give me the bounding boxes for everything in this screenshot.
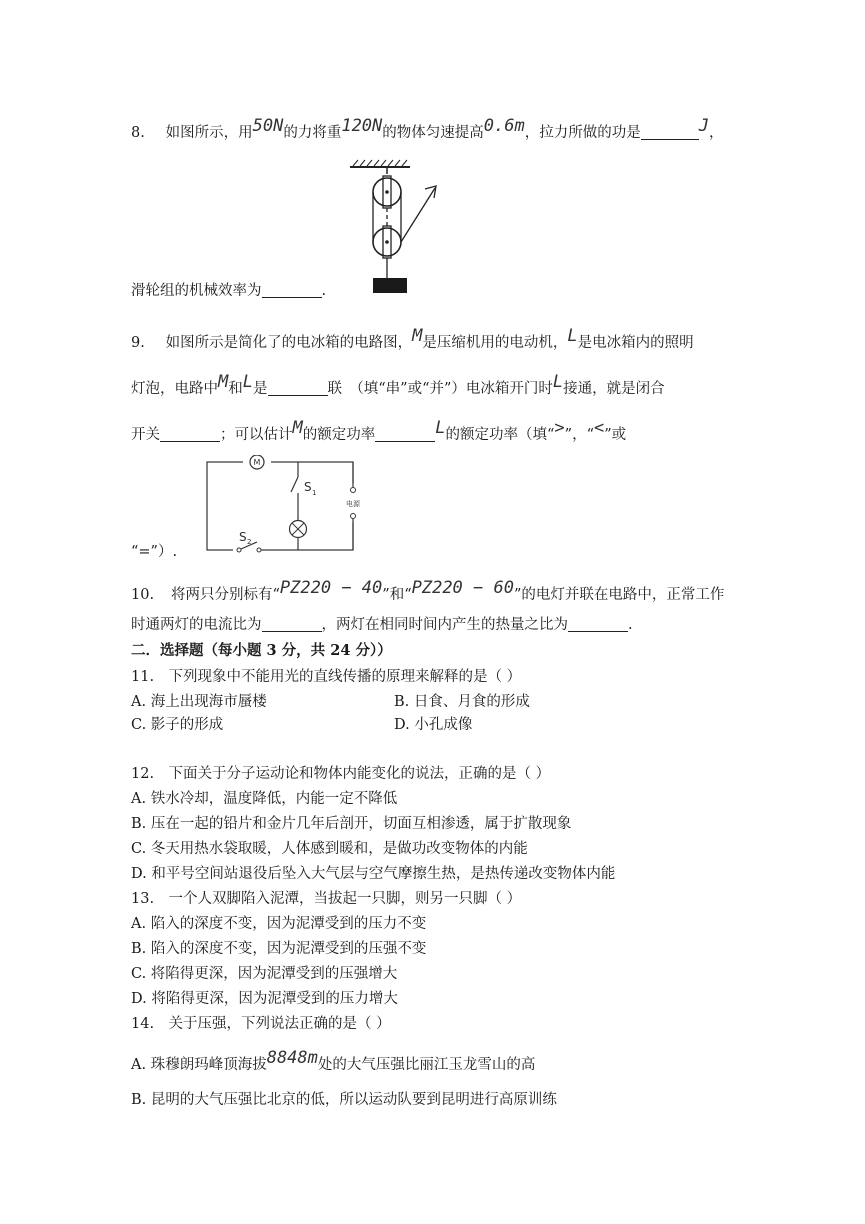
- option-d[interactable]: D. 将陷得更深，因为泥潭受到的压力增大: [131, 991, 398, 1007]
- option-b[interactable]: B. 压在一起的铅片和金片几年后剖开，切面互相渗透，属于扩散现象: [131, 816, 572, 832]
- option-a-text: A. 珠穆朗玛峰顶海拔: [131, 1057, 267, 1073]
- altitude-value: 8848m: [266, 1048, 318, 1068]
- symbol-m: M: [292, 418, 303, 438]
- q8-line1: [131, 116, 724, 142]
- answer-blank[interactable]: [262, 283, 322, 299]
- symbol-m: M: [218, 372, 229, 392]
- weight-block: [373, 278, 407, 293]
- q9-text: 和: [228, 381, 243, 397]
- symbol-l: L: [567, 326, 578, 346]
- answer-blank[interactable]: [568, 617, 628, 633]
- fridge-circuit-diagram: [203, 455, 363, 555]
- q8-text: ，: [708, 125, 724, 141]
- q8-text: .: [321, 283, 327, 299]
- q11-stem: 11. 下列现象中不能用光的直线传播的原理来解释的是（ ）: [131, 669, 522, 685]
- q13-stem: 13. 一个人双脚陷入泥潭，当拔起一只脚，则另一只脚（ ）: [131, 891, 522, 907]
- q8-text: 的力将重: [283, 125, 342, 141]
- s1-sub: 1: [312, 489, 317, 497]
- q9-text: 的额定功率: [302, 427, 376, 443]
- option-c[interactable]: C. 影子的形成: [131, 717, 224, 733]
- q9-text: ”，“: [564, 427, 594, 443]
- ceiling-hatch: [353, 160, 407, 166]
- answer-blank[interactable]: [641, 125, 699, 141]
- symbol-m: M: [412, 326, 423, 346]
- q10-text: 时通两灯的电流比为: [131, 617, 262, 633]
- option-a[interactable]: A. 海上出现海市蜃楼: [131, 694, 267, 710]
- pulley-diagram: [345, 158, 465, 298]
- symbol-lt: <: [594, 418, 605, 438]
- q9-line3: [131, 418, 627, 444]
- option-c[interactable]: C. 冬天用热水袋取暖，人体感到暖和，是做功改变物体的内能: [131, 841, 528, 857]
- unit-joule: J: [698, 116, 709, 136]
- answer-blank[interactable]: [160, 427, 220, 443]
- symbol-l: L: [242, 372, 253, 392]
- terminal-icon: [351, 514, 356, 519]
- symbol-l: L: [435, 418, 446, 438]
- q9-text: 联 （填“串”或“并”）电冰箱开门时: [327, 381, 553, 397]
- q9-number: 9.: [131, 335, 145, 351]
- q11-row2: [131, 713, 473, 734]
- q9-text: 开关: [131, 427, 160, 443]
- q10-text: ”的电灯并联在电路中，正常工作: [513, 587, 725, 603]
- symbol-l: L: [552, 372, 564, 392]
- q10-line1: [131, 578, 725, 604]
- q9-text: 是电冰箱内的照明: [577, 335, 694, 351]
- q9-text: 是: [253, 381, 268, 397]
- q8-line2: [131, 279, 326, 300]
- q8-text: 如图所示，用: [165, 125, 253, 141]
- answer-blank[interactable]: [268, 381, 328, 397]
- s2-sub: 2: [247, 538, 252, 546]
- lamp-spec-1: PZ220 − 40: [279, 578, 383, 598]
- height-value: 0.6m: [483, 116, 525, 136]
- q8-text: 的物体匀速提高: [382, 125, 484, 141]
- lamp-spec-2: PZ220 − 60: [411, 578, 514, 598]
- option-b[interactable]: B. 日食、月食的形成: [394, 694, 530, 710]
- q10-line2: [131, 613, 633, 634]
- q10-number: 10.: [131, 587, 155, 603]
- weight-value: 120N: [341, 116, 383, 136]
- option-a[interactable]: A. 铁水冷却，温度降低，内能一定不降低: [131, 791, 398, 807]
- q14-stem: 14. 关于压强，下列说法正确的是（ ）: [131, 1016, 391, 1032]
- q12-stem: 12. 下面关于分子运动论和物体内能变化的说法，正确的是（ ）: [131, 766, 551, 782]
- q9-text: 的额定功率（填“: [445, 427, 555, 443]
- option-b[interactable]: B. 陷入的深度不变，因为泥潭受到的压强不变: [131, 941, 427, 957]
- option-d[interactable]: D. 和平号空间站退役后坠入大气层与空气摩擦生热，是热传递改变物体内能: [131, 866, 616, 882]
- q9-text: 接通，就是闭合: [563, 381, 665, 397]
- option-a-text: 处的大气压强比丽江玉龙雪山的高: [317, 1057, 536, 1073]
- motor-label: M: [253, 458, 261, 467]
- q10-text: ，两灯在相同时间内产生的热量之比为: [321, 617, 568, 633]
- q9-line1: [131, 326, 694, 352]
- q9-line2: [131, 372, 665, 398]
- q9-text: “=”）.: [131, 544, 178, 560]
- pull-rope: [401, 188, 435, 242]
- symbol-gt: >: [554, 418, 565, 438]
- q9-text: ；可以估计: [220, 427, 293, 443]
- q9-text: 灯泡，电路中: [131, 381, 218, 397]
- option-d[interactable]: D. 小孔成像: [394, 717, 473, 733]
- q9-text: 如图所示是简化了的电冰箱的电路图，: [165, 335, 413, 351]
- q9-text: ”或: [604, 427, 627, 443]
- answer-blank[interactable]: [375, 427, 435, 443]
- option-b[interactable]: B. 昆明的大气压强比北京的低，所以运动队要到昆明进行高原训练: [131, 1092, 557, 1108]
- q8-text: 滑轮组的机械效率为: [131, 283, 262, 299]
- q9-line4: [131, 540, 177, 561]
- q8-text: ，拉力所做的功是: [524, 125, 641, 141]
- q10-text: .: [628, 617, 633, 633]
- answer-blank[interactable]: [262, 617, 322, 633]
- q10-text: 将两只分别标有“: [171, 587, 280, 603]
- option-a[interactable]: [131, 1048, 536, 1074]
- q11-row1: [131, 690, 530, 711]
- force-value: 50N: [252, 116, 284, 136]
- source-label: 电源: [346, 500, 360, 508]
- option-c[interactable]: C. 将陷得更深，因为泥潭受到的压强增大: [131, 966, 398, 982]
- q9-text: 是压缩机用的电动机，: [422, 335, 568, 351]
- s1-label: S: [304, 480, 312, 494]
- option-a[interactable]: A. 陷入的深度不变，因为泥潭受到的压力不变: [131, 916, 427, 932]
- q8-number: 8.: [131, 125, 145, 141]
- q10-text: ”和“: [382, 587, 412, 603]
- terminal-icon: [351, 488, 356, 493]
- section-heading: 二．选择题（每小题 3 分，共 24 分））: [131, 642, 392, 659]
- switch-s1: [291, 477, 298, 492]
- s2-label: S: [239, 530, 247, 544]
